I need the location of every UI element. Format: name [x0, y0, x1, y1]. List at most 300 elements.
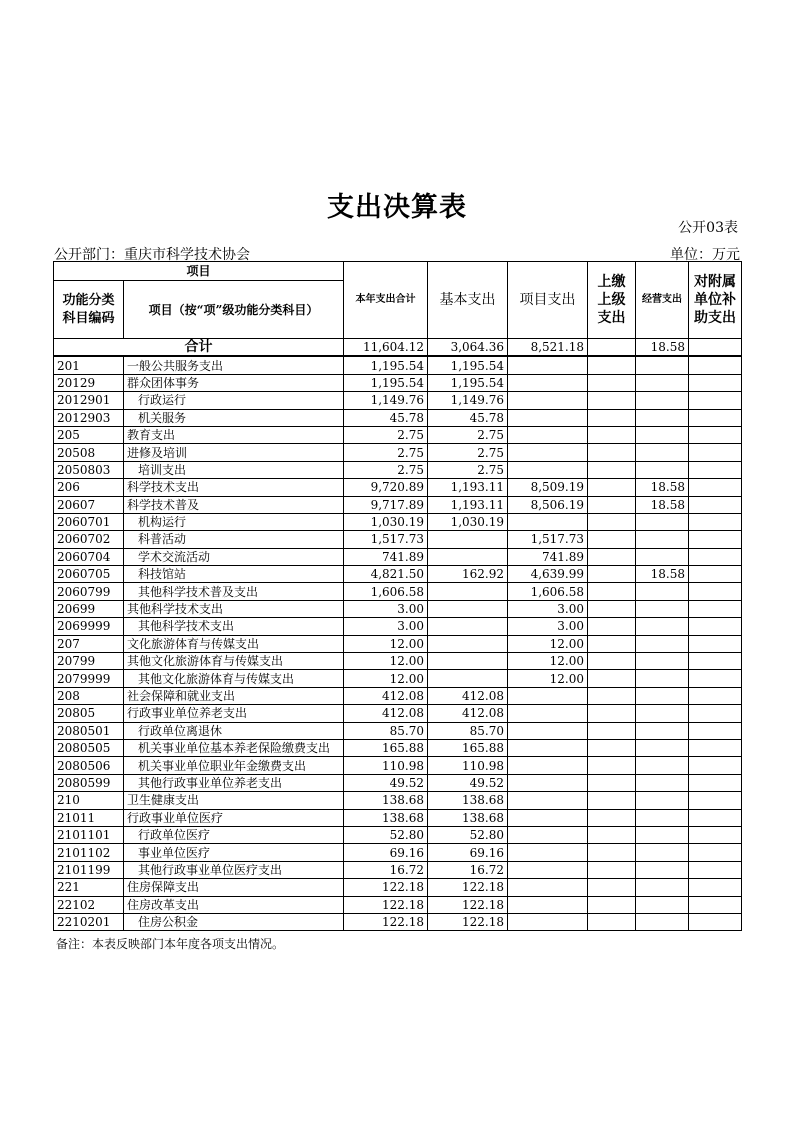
row-project — [508, 705, 588, 722]
row-total: 52.80 — [344, 826, 428, 843]
row-name: 群众团体事务 — [124, 374, 344, 391]
row-upper — [588, 600, 636, 617]
expenditure-table — [53, 261, 742, 931]
row-name: 科技馆站 — [124, 566, 344, 583]
table-row — [54, 618, 742, 635]
table-row — [54, 356, 742, 374]
table-row — [54, 792, 742, 809]
row-total: 4,821.50 — [344, 566, 428, 583]
row-name: 其他文化旅游体育与传媒支出 — [124, 653, 344, 670]
row-project: 3.00 — [508, 600, 588, 617]
table-row — [54, 913, 742, 930]
row-basic — [428, 635, 508, 652]
row-name: 科普活动 — [124, 531, 344, 548]
row-business — [636, 774, 689, 791]
row-business — [636, 757, 689, 774]
row-project: 3.00 — [508, 618, 588, 635]
row-name: 行政事业单位养老支出 — [124, 705, 344, 722]
table-row — [54, 653, 742, 670]
row-basic — [428, 670, 508, 687]
row-basic — [428, 531, 508, 548]
row-business — [636, 426, 689, 443]
row-total: 122.18 — [344, 913, 428, 930]
row-business — [636, 861, 689, 878]
row-code: 2080501 — [54, 722, 124, 739]
row-name: 其他行政事业单位养老支出 — [124, 774, 344, 791]
row-basic: 1,193.11 — [428, 479, 508, 496]
row-basic: 138.68 — [428, 809, 508, 826]
row-name: 住房改革支出 — [124, 896, 344, 913]
header-subsidy: 对附属单位补助支出 — [689, 262, 742, 339]
table-row — [54, 496, 742, 513]
row-name: 其他科学技术支出 — [124, 618, 344, 635]
row-total: 69.16 — [344, 844, 428, 861]
row-business — [636, 722, 689, 739]
row-basic: 1,195.54 — [428, 356, 508, 374]
table-row — [54, 722, 742, 739]
row-subsidy — [689, 896, 742, 913]
total-label: 合计 — [54, 339, 344, 357]
row-name: 卫生健康支出 — [124, 792, 344, 809]
row-business — [636, 531, 689, 548]
row-project: 4,639.99 — [508, 566, 588, 583]
table-row — [54, 670, 742, 687]
header-project: 项目 — [54, 262, 344, 281]
row-upper — [588, 913, 636, 930]
row-business — [636, 653, 689, 670]
department-label: 公开部门：重庆市科学技术协会 — [54, 247, 250, 263]
row-subsidy — [689, 670, 742, 687]
row-upper — [588, 513, 636, 530]
row-code: 2012903 — [54, 409, 124, 426]
table-row — [54, 444, 742, 461]
row-code: 20129 — [54, 374, 124, 391]
table-row — [54, 583, 742, 600]
row-total: 12.00 — [344, 635, 428, 652]
row-upper — [588, 409, 636, 426]
row-subsidy — [689, 409, 742, 426]
row-basic: 49.52 — [428, 774, 508, 791]
row-business — [636, 548, 689, 565]
row-name: 进修及培训 — [124, 444, 344, 461]
row-upper — [588, 861, 636, 878]
row-name: 住房公积金 — [124, 913, 344, 930]
row-name: 行政单位离退休 — [124, 722, 344, 739]
row-upper — [588, 844, 636, 861]
row-basic: 45.78 — [428, 409, 508, 426]
table-row — [54, 687, 742, 704]
row-subsidy — [689, 444, 742, 461]
table-row — [54, 844, 742, 861]
row-project — [508, 426, 588, 443]
row-project — [508, 826, 588, 843]
row-upper — [588, 531, 636, 548]
row-upper — [588, 583, 636, 600]
row-project — [508, 774, 588, 791]
row-upper — [588, 705, 636, 722]
header-project-exp: 项目支出 — [508, 262, 588, 339]
row-project — [508, 913, 588, 930]
row-upper — [588, 496, 636, 513]
row-basic: 412.08 — [428, 687, 508, 704]
row-project — [508, 392, 588, 409]
table-row — [54, 896, 742, 913]
row-subsidy — [689, 844, 742, 861]
row-basic: 1,030.19 — [428, 513, 508, 530]
row-name: 其他文化旅游体育与传媒支出 — [124, 670, 344, 687]
row-total: 2.75 — [344, 426, 428, 443]
row-basic: 1,193.11 — [428, 496, 508, 513]
row-name: 培训支出 — [124, 461, 344, 478]
row-subsidy — [689, 774, 742, 791]
row-subsidy — [689, 531, 742, 548]
table-row — [54, 861, 742, 878]
table-row — [54, 513, 742, 530]
unit-label: 单位：万元 — [670, 247, 740, 263]
row-name: 机构运行 — [124, 513, 344, 530]
row-total: 2.75 — [344, 461, 428, 478]
row-total: 741.89 — [344, 548, 428, 565]
header-upper: 上缴上级支出 — [588, 262, 636, 339]
row-upper — [588, 722, 636, 739]
row-upper — [588, 479, 636, 496]
row-code: 210 — [54, 792, 124, 809]
table-row — [54, 705, 742, 722]
row-total: 85.70 — [344, 722, 428, 739]
row-project — [508, 513, 588, 530]
row-business — [636, 826, 689, 843]
row-total: 138.68 — [344, 809, 428, 826]
header-total: 本年支出合计 — [344, 262, 428, 339]
table-row — [54, 566, 742, 583]
row-upper — [588, 374, 636, 391]
row-subsidy — [689, 809, 742, 826]
row-subsidy — [689, 496, 742, 513]
row-total: 2.75 — [344, 444, 428, 461]
footnote: 备注：本表反映部门本年度各项支出情况。 — [56, 937, 285, 951]
row-business — [636, 705, 689, 722]
row-subsidy — [689, 861, 742, 878]
row-basic: 122.18 — [428, 913, 508, 930]
row-project — [508, 722, 588, 739]
header-business: 经营支出 — [636, 262, 689, 339]
row-code: 2080599 — [54, 774, 124, 791]
row-code: 22102 — [54, 896, 124, 913]
row-total: 9,720.89 — [344, 479, 428, 496]
row-business — [636, 792, 689, 809]
row-business — [636, 896, 689, 913]
table-row — [54, 809, 742, 826]
table-row — [54, 826, 742, 843]
row-code: 2060702 — [54, 531, 124, 548]
row-code: 2050803 — [54, 461, 124, 478]
row-code: 2101199 — [54, 861, 124, 878]
row-upper — [588, 879, 636, 896]
row-upper — [588, 444, 636, 461]
row-upper — [588, 809, 636, 826]
row-business — [636, 583, 689, 600]
row-subsidy — [689, 513, 742, 530]
row-total: 122.18 — [344, 879, 428, 896]
row-project — [508, 879, 588, 896]
row-project: 8,509.19 — [508, 479, 588, 496]
row-basic: 69.16 — [428, 844, 508, 861]
row-subsidy — [689, 879, 742, 896]
row-code: 20508 — [54, 444, 124, 461]
row-business — [636, 739, 689, 756]
row-name: 科学技术普及 — [124, 496, 344, 513]
row-basic: 1,149.76 — [428, 392, 508, 409]
row-basic — [428, 600, 508, 617]
row-project — [508, 809, 588, 826]
header-code: 功能分类科目编码 — [54, 281, 124, 339]
total-project: 8,521.18 — [508, 339, 588, 357]
row-business — [636, 461, 689, 478]
row-subsidy — [689, 653, 742, 670]
row-project — [508, 356, 588, 374]
row-name: 社会保障和就业支出 — [124, 687, 344, 704]
row-name: 科学技术支出 — [124, 479, 344, 496]
total-subsidy — [689, 339, 742, 357]
row-upper — [588, 739, 636, 756]
row-name: 其他科学技术支出 — [124, 600, 344, 617]
row-name: 学术交流活动 — [124, 548, 344, 565]
row-upper — [588, 792, 636, 809]
row-business — [636, 844, 689, 861]
row-total: 110.98 — [344, 757, 428, 774]
row-subsidy — [689, 739, 742, 756]
row-basic: 122.18 — [428, 896, 508, 913]
total-upper — [588, 339, 636, 357]
row-total: 1,149.76 — [344, 392, 428, 409]
row-basic — [428, 618, 508, 635]
row-basic: 110.98 — [428, 757, 508, 774]
row-total: 1,195.54 — [344, 356, 428, 374]
row-basic: 2.75 — [428, 461, 508, 478]
row-subsidy — [689, 826, 742, 843]
row-business: 18.58 — [636, 479, 689, 496]
row-total: 412.08 — [344, 687, 428, 704]
row-name: 行政单位医疗 — [124, 826, 344, 843]
row-business: 18.58 — [636, 496, 689, 513]
row-total: 122.18 — [344, 896, 428, 913]
row-code: 2069999 — [54, 618, 124, 635]
row-name: 行政运行 — [124, 392, 344, 409]
row-upper — [588, 618, 636, 635]
table-row — [54, 774, 742, 791]
row-basic: 2.75 — [428, 426, 508, 443]
row-basic — [428, 653, 508, 670]
table-row — [54, 461, 742, 478]
row-project — [508, 844, 588, 861]
table-row — [54, 600, 742, 617]
row-upper — [588, 392, 636, 409]
row-business — [636, 913, 689, 930]
row-code: 2210201 — [54, 913, 124, 930]
row-business — [636, 374, 689, 391]
row-total: 165.88 — [344, 739, 428, 756]
row-total: 1,517.73 — [344, 531, 428, 548]
row-business — [636, 635, 689, 652]
row-subsidy — [689, 913, 742, 930]
row-basic — [428, 583, 508, 600]
table-row — [54, 879, 742, 896]
row-project: 1,606.58 — [508, 583, 588, 600]
row-business — [636, 809, 689, 826]
row-subsidy — [689, 792, 742, 809]
row-business — [636, 687, 689, 704]
row-upper — [588, 653, 636, 670]
row-business — [636, 600, 689, 617]
row-upper — [588, 461, 636, 478]
row-business — [636, 409, 689, 426]
row-project: 1,517.73 — [508, 531, 588, 548]
row-business — [636, 513, 689, 530]
row-upper — [588, 548, 636, 565]
row-upper — [588, 687, 636, 704]
row-project: 12.00 — [508, 653, 588, 670]
row-code: 2080505 — [54, 739, 124, 756]
row-subsidy — [689, 687, 742, 704]
row-business — [636, 444, 689, 461]
table-code: 公开03表 — [678, 220, 738, 236]
row-name: 事业单位医疗 — [124, 844, 344, 861]
row-total: 3.00 — [344, 600, 428, 617]
row-project — [508, 861, 588, 878]
row-code: 20607 — [54, 496, 124, 513]
row-project — [508, 461, 588, 478]
row-code: 2101102 — [54, 844, 124, 861]
row-total: 16.72 — [344, 861, 428, 878]
row-business — [636, 618, 689, 635]
row-total: 1,606.58 — [344, 583, 428, 600]
row-project — [508, 409, 588, 426]
row-business — [636, 356, 689, 374]
row-basic: 162.92 — [428, 566, 508, 583]
row-code: 2080506 — [54, 757, 124, 774]
row-basic: 52.80 — [428, 826, 508, 843]
row-code: 206 — [54, 479, 124, 496]
row-subsidy — [689, 548, 742, 565]
row-code: 2060704 — [54, 548, 124, 565]
row-total: 49.52 — [344, 774, 428, 791]
row-total: 412.08 — [344, 705, 428, 722]
row-subsidy — [689, 356, 742, 374]
row-total: 3.00 — [344, 618, 428, 635]
row-subsidy — [689, 392, 742, 409]
total-total: 11,604.12 — [344, 339, 428, 357]
row-upper — [588, 566, 636, 583]
row-basic: 2.75 — [428, 444, 508, 461]
row-subsidy — [689, 374, 742, 391]
row-total: 9,717.89 — [344, 496, 428, 513]
row-upper — [588, 774, 636, 791]
row-subsidy — [689, 566, 742, 583]
row-code: 221 — [54, 879, 124, 896]
row-subsidy — [689, 600, 742, 617]
table-row — [54, 426, 742, 443]
row-name: 行政事业单位医疗 — [124, 809, 344, 826]
total-business: 18.58 — [636, 339, 689, 357]
row-subsidy — [689, 757, 742, 774]
row-basic: 165.88 — [428, 739, 508, 756]
row-code: 21011 — [54, 809, 124, 826]
row-name: 教育支出 — [124, 426, 344, 443]
row-project — [508, 687, 588, 704]
row-upper — [588, 356, 636, 374]
row-basic: 85.70 — [428, 722, 508, 739]
header-name: 项目（按“项”级功能分类科目） — [124, 281, 344, 339]
total-basic: 3,064.36 — [428, 339, 508, 357]
row-upper — [588, 896, 636, 913]
row-name: 机关事业单位基本养老保险缴费支出 — [124, 739, 344, 756]
row-upper — [588, 670, 636, 687]
header-basic: 基本支出 — [428, 262, 508, 339]
row-subsidy — [689, 618, 742, 635]
row-code: 201 — [54, 356, 124, 374]
row-project — [508, 444, 588, 461]
table-row — [54, 374, 742, 391]
row-subsidy — [689, 722, 742, 739]
row-project: 8,506.19 — [508, 496, 588, 513]
row-code: 2060799 — [54, 583, 124, 600]
table-row — [54, 739, 742, 756]
row-basic — [428, 548, 508, 565]
row-project — [508, 792, 588, 809]
table-row — [54, 392, 742, 409]
row-upper — [588, 826, 636, 843]
row-name: 住房保障支出 — [124, 879, 344, 896]
row-code: 2060705 — [54, 566, 124, 583]
row-project: 12.00 — [508, 635, 588, 652]
row-upper — [588, 757, 636, 774]
row-subsidy — [689, 461, 742, 478]
row-total: 1,030.19 — [344, 513, 428, 530]
page-title: 支出决算表 — [327, 192, 467, 223]
row-basic: 122.18 — [428, 879, 508, 896]
table-row — [54, 635, 742, 652]
row-project: 12.00 — [508, 670, 588, 687]
row-basic: 16.72 — [428, 861, 508, 878]
row-code: 205 — [54, 426, 124, 443]
row-business — [636, 670, 689, 687]
row-project: 741.89 — [508, 548, 588, 565]
table-row — [54, 479, 742, 496]
row-business: 18.58 — [636, 566, 689, 583]
row-code: 2012901 — [54, 392, 124, 409]
row-subsidy — [689, 426, 742, 443]
row-business — [636, 392, 689, 409]
row-name: 其他科学技术普及支出 — [124, 583, 344, 600]
row-total: 12.00 — [344, 670, 428, 687]
row-subsidy — [689, 583, 742, 600]
table-row — [54, 757, 742, 774]
row-name: 一般公共服务支出 — [124, 356, 344, 374]
row-code: 2101101 — [54, 826, 124, 843]
row-subsidy — [689, 705, 742, 722]
row-code: 2079999 — [54, 670, 124, 687]
row-project — [508, 739, 588, 756]
row-code: 2060701 — [54, 513, 124, 530]
row-upper — [588, 635, 636, 652]
row-subsidy — [689, 635, 742, 652]
row-total: 1,195.54 — [344, 374, 428, 391]
row-total: 45.78 — [344, 409, 428, 426]
row-name: 机关服务 — [124, 409, 344, 426]
row-total: 138.68 — [344, 792, 428, 809]
row-name: 其他行政事业单位医疗支出 — [124, 861, 344, 878]
row-code: 208 — [54, 687, 124, 704]
